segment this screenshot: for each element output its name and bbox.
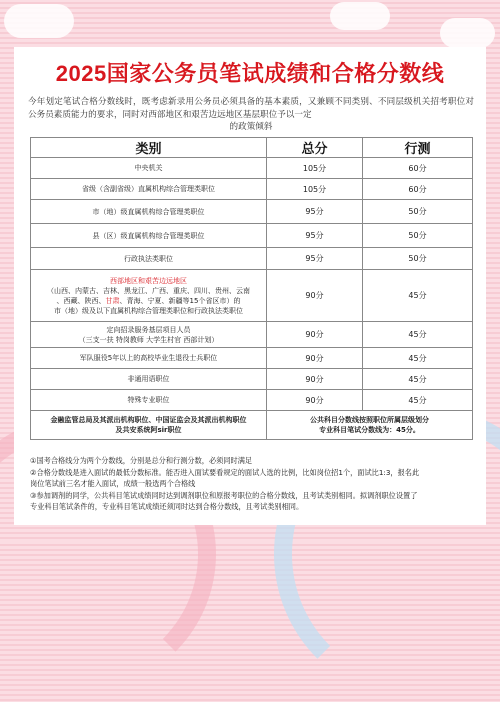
- category-line: 金融监管总局及其派出机构职位、中国证监会及其派出机构职位: [50, 416, 247, 424]
- xingce-cell: 50分: [363, 200, 473, 224]
- xingce-cell: 45分: [363, 348, 473, 369]
- category-text: 、西藏、陕西、: [56, 296, 106, 305]
- category-cell: 市（地）级直属机构综合管理类职位: [31, 200, 267, 224]
- xingce-cell: 50分: [363, 248, 473, 270]
- intro-line: 的政策倾斜: [229, 122, 273, 132]
- intro-line: 今年划定笔试合格分数线时，既考虑新录用公务员必须具备的基本素质，又兼顾不同类别、不同: [28, 97, 396, 107]
- header-category: 类别: [31, 138, 267, 158]
- category-line: 市（地）级及以下直属机构综合管理类职位和行政执法类职位: [54, 306, 243, 315]
- note-line: 岗位笔试前三名才能入面试，成绩一般选两个合格线: [30, 479, 196, 488]
- xingce-cell: 60分: [363, 179, 473, 200]
- xingce-cell: 60分: [363, 158, 473, 179]
- note-line: ②合格分数线是进入面试的最低分数标准。能否进入面试要看规定的面试人选的比例，比如岗位招1个，面试比1:3，报名此: [30, 467, 420, 477]
- merged-score-line: 公共科目分数线按照职位所属层级划分: [310, 416, 429, 424]
- category-text-highlight: 甘肃: [105, 296, 120, 305]
- category-cell: 行政执法类职位: [31, 248, 267, 270]
- total-cell: 90分: [267, 369, 363, 390]
- total-cell: 95分: [267, 224, 363, 248]
- merged-score-line: 专业科目笔试分数线为：45分。: [319, 426, 420, 434]
- xingce-cell: 45分: [363, 322, 473, 348]
- total-cell: 105分: [267, 179, 363, 200]
- category-cell: 省级（含副省级）直属机构综合管理类职位: [31, 179, 267, 200]
- cloud-decoration: [4, 4, 74, 38]
- xingce-cell: 45分: [363, 270, 473, 322]
- total-cell: 90分: [267, 348, 363, 369]
- category-cell: [31, 270, 267, 322]
- category-cell: 军队服役5年以上的高校毕业生退役士兵职位: [31, 348, 267, 369]
- table-row: [31, 322, 473, 348]
- category-line: （山西、内蒙古、吉林、黑龙江、广西、重庆、四川、贵州、云南: [47, 286, 250, 295]
- category-line: [33, 296, 264, 306]
- merged-score-cell: [267, 411, 473, 440]
- xingce-cell: 45分: [363, 390, 473, 411]
- xingce-cell: 45分: [363, 369, 473, 390]
- cloud-decoration: [440, 18, 495, 48]
- category-cell: 县（区）级直属机构综合管理类职位: [31, 224, 267, 248]
- category-line: 及共安系统阿sir职位: [115, 426, 182, 434]
- total-cell: 95分: [267, 248, 363, 270]
- notes-section: [30, 455, 472, 513]
- note-line: ③参加调剂的同学，公共科目笔试成绩同时达到调剂职位和原报考职位的合格分数线，且考试类别相同。拟调剂职位设置了: [30, 490, 418, 500]
- table-row: [31, 248, 473, 270]
- header-xingce: 行测: [363, 138, 473, 158]
- total-cell: 90分: [267, 270, 363, 322]
- xingce-cell: 50分: [363, 224, 473, 248]
- total-cell: 90分: [267, 322, 363, 348]
- category-line: （三支一扶 特岗教师 大学生村官 西部计划）: [78, 335, 219, 344]
- table-row: [31, 348, 473, 369]
- table-header-row: [31, 138, 473, 158]
- intro-line: 层级机关招考职位对公务员素质能力的要求，同时对西部地区和艰苦边远地区基层职位予以一定: [28, 97, 474, 120]
- total-cell: 90分: [267, 390, 363, 411]
- intro-paragraph: [28, 96, 474, 134]
- category-text: 、青海、宁夏、新疆等15个省区市）的: [119, 296, 241, 305]
- note-line: ①国考合格线分为两个分数线，分别是总分和行测分数，必须同时满足: [30, 456, 253, 465]
- table-row: [31, 179, 473, 200]
- table-row: [31, 270, 473, 322]
- page-title: 2025国家公务员笔试成绩和合格分数线: [55, 61, 445, 86]
- category-cell: [31, 411, 267, 440]
- category-cell: 非通用语职位: [31, 369, 267, 390]
- score-table: [30, 137, 473, 440]
- total-cell: 95分: [267, 200, 363, 224]
- cloud-decoration: [330, 2, 390, 30]
- table-row: [31, 369, 473, 390]
- note-line: 专业科目笔试条件的，专业科目笔试成绩还须同时达到合格分数线，且考试类别相同。: [30, 502, 304, 511]
- table-row: [31, 390, 473, 411]
- header-total: 总分: [267, 138, 363, 158]
- table-row: [31, 224, 473, 248]
- western-region-heading: 西部地区和艰苦边远地区: [110, 276, 187, 285]
- table-row: [31, 200, 473, 224]
- category-cell: 中央机关: [31, 158, 267, 179]
- category-cell: 特殊专业职位: [31, 390, 267, 411]
- table-row: [31, 158, 473, 179]
- category-cell: [31, 322, 267, 348]
- category-line: 定向招录服务基层项目人员: [106, 325, 191, 334]
- total-cell: 105分: [267, 158, 363, 179]
- table-row: [31, 411, 473, 440]
